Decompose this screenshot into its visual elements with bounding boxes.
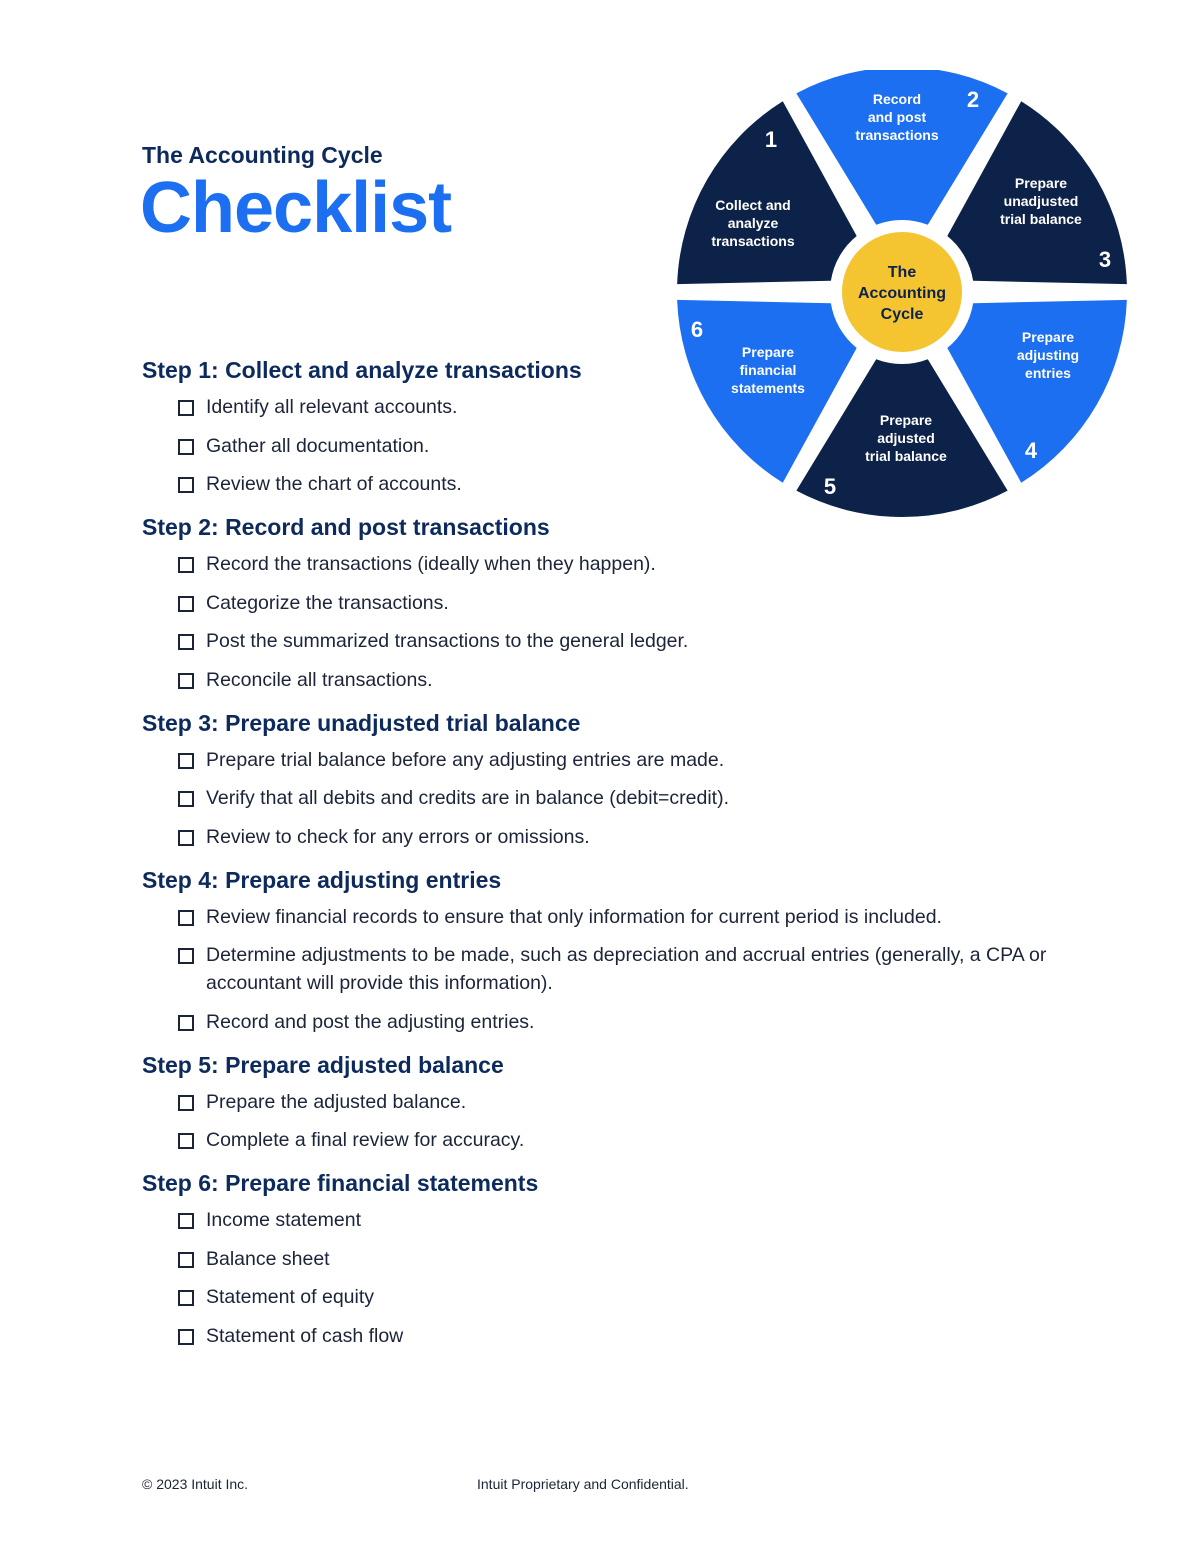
cycle-segment-label: Collect and analyze transactions xyxy=(711,197,795,249)
footer-confidential: Intuit Proprietary and Confidential. xyxy=(477,1476,689,1492)
step-items xyxy=(142,550,1102,694)
checklist-item[interactable] xyxy=(178,1008,1102,1036)
cycle-step-number: 1 xyxy=(764,127,778,152)
checkbox[interactable] xyxy=(178,634,194,650)
step-3 xyxy=(142,708,1102,851)
item-label: Reconcile all transactions. xyxy=(206,668,433,691)
checklist-item[interactable] xyxy=(178,432,1102,460)
checkbox[interactable] xyxy=(178,596,194,612)
checklist xyxy=(142,355,1102,1364)
document-subtitle: The Accounting Cycle xyxy=(142,142,383,168)
item-label: Income statement xyxy=(206,1209,361,1231)
step-heading: Step 2: Record and post transactions xyxy=(142,514,550,540)
checkbox[interactable] xyxy=(178,753,194,769)
checklist-item[interactable] xyxy=(178,666,1102,694)
step-heading: Step 3: Prepare unadjusted trial balance xyxy=(142,709,581,736)
step-5 xyxy=(142,1050,1102,1155)
checklist-item[interactable] xyxy=(178,1126,1102,1154)
step-items xyxy=(142,1088,1102,1155)
checkbox[interactable] xyxy=(178,1290,194,1306)
checkbox[interactable] xyxy=(178,439,194,455)
checkbox[interactable] xyxy=(178,948,194,964)
cycle-step-number: 5 xyxy=(823,474,837,499)
cycle-segment-label: Prepare financial statements xyxy=(731,344,805,396)
step-6 xyxy=(142,1168,1102,1350)
item-label: Balance sheet xyxy=(206,1247,330,1270)
checkbox[interactable] xyxy=(178,1329,194,1345)
step-heading: Step 6: Prepare financial statements xyxy=(142,1170,539,1196)
checklist-item[interactable] xyxy=(178,823,1102,851)
item-label: Gather all documentation. xyxy=(206,434,430,457)
step-1 xyxy=(142,355,1102,498)
item-label: Record the transactions (ideally when they happen). xyxy=(206,553,656,575)
item-label: Review financial records to ensure that only information for current period is included. xyxy=(206,905,942,928)
item-label: Post the summarized transactions to the general ledger. xyxy=(206,630,689,652)
cycle-segment-label: Prepare unadjusted trial balance xyxy=(1000,175,1082,227)
checklist-item[interactable] xyxy=(178,784,1102,812)
item-label: Categorize the transactions. xyxy=(206,591,449,614)
cycle-step-number: 4 xyxy=(1024,438,1038,463)
checklist-item[interactable] xyxy=(178,627,1102,655)
checkbox[interactable] xyxy=(178,910,194,926)
item-label: Prepare the adjusted balance. xyxy=(206,1090,467,1113)
step-items xyxy=(142,1206,1102,1350)
step-items xyxy=(142,746,1102,851)
item-label: Review to check for any errors or omissions. xyxy=(206,825,590,848)
checkbox[interactable] xyxy=(178,557,194,573)
step-heading: Step 1: Collect and analyze transactions xyxy=(142,357,582,383)
checkbox[interactable] xyxy=(178,791,194,807)
cycle-step-number: 2 xyxy=(966,87,980,112)
item-label: Prepare trial balance before any adjusting entries are made. xyxy=(206,748,725,771)
step-items xyxy=(142,903,1102,1036)
cycle-step-number: 6 xyxy=(690,317,704,342)
cycle-center-label: The Accounting Cycle xyxy=(858,264,946,323)
checkbox[interactable] xyxy=(178,477,194,493)
cycle-segment-label: Prepare adjusted trial balance xyxy=(865,412,947,464)
checklist-item[interactable] xyxy=(178,1088,1102,1116)
item-label: Determine adjustments to be made, such as depreciation and accrual entries (generally, a CPA or accountant will provide this information). xyxy=(206,944,1047,994)
item-label: Statement of equity xyxy=(206,1286,375,1308)
checklist-item[interactable] xyxy=(178,550,1102,578)
checklist-item[interactable] xyxy=(178,903,1102,931)
item-label: Identify all relevant accounts. xyxy=(206,396,458,418)
checkbox[interactable] xyxy=(178,400,194,416)
checkbox[interactable] xyxy=(178,1252,194,1268)
document-title: Checklist xyxy=(140,168,452,248)
item-label: Review the chart of accounts. xyxy=(206,473,462,495)
step-4 xyxy=(142,865,1102,1036)
checklist-item[interactable] xyxy=(178,1245,1102,1273)
checklist-item[interactable] xyxy=(178,470,1102,498)
checkbox[interactable] xyxy=(178,830,194,846)
cycle-segment-label: Record and post transactions xyxy=(855,91,939,143)
checkbox[interactable] xyxy=(178,1133,194,1149)
checkbox[interactable] xyxy=(178,1015,194,1031)
checklist-item[interactable] xyxy=(178,746,1102,774)
cycle-segment-label: Prepare adjusting entries xyxy=(1016,329,1080,381)
item-label: Record and post the adjusting entries. xyxy=(206,1010,535,1033)
checklist-item[interactable] xyxy=(178,941,1102,997)
checkbox[interactable] xyxy=(178,1095,194,1111)
checklist-item[interactable] xyxy=(178,589,1102,617)
step-heading: Step 4: Prepare adjusting entries xyxy=(142,866,502,893)
item-label: Verify that all debits and credits are in balance (debit=credit). xyxy=(206,787,729,809)
item-label: Complete a final review for accuracy. xyxy=(206,1129,525,1151)
checklist-item[interactable] xyxy=(178,393,1102,421)
item-label: Statement of cash flow xyxy=(206,1324,404,1347)
checklist-item[interactable] xyxy=(178,1283,1102,1311)
cycle-step-number: 3 xyxy=(1098,247,1112,272)
checkbox[interactable] xyxy=(178,1213,194,1229)
step-items xyxy=(142,393,1102,498)
checklist-item[interactable] xyxy=(178,1322,1102,1350)
step-2 xyxy=(142,512,1102,694)
checkbox[interactable] xyxy=(178,673,194,689)
footer-copyright: © 2023 Intuit Inc. xyxy=(142,1476,249,1492)
step-heading: Step 5: Prepare adjusted balance xyxy=(142,1051,504,1078)
checklist-item[interactable] xyxy=(178,1206,1102,1234)
